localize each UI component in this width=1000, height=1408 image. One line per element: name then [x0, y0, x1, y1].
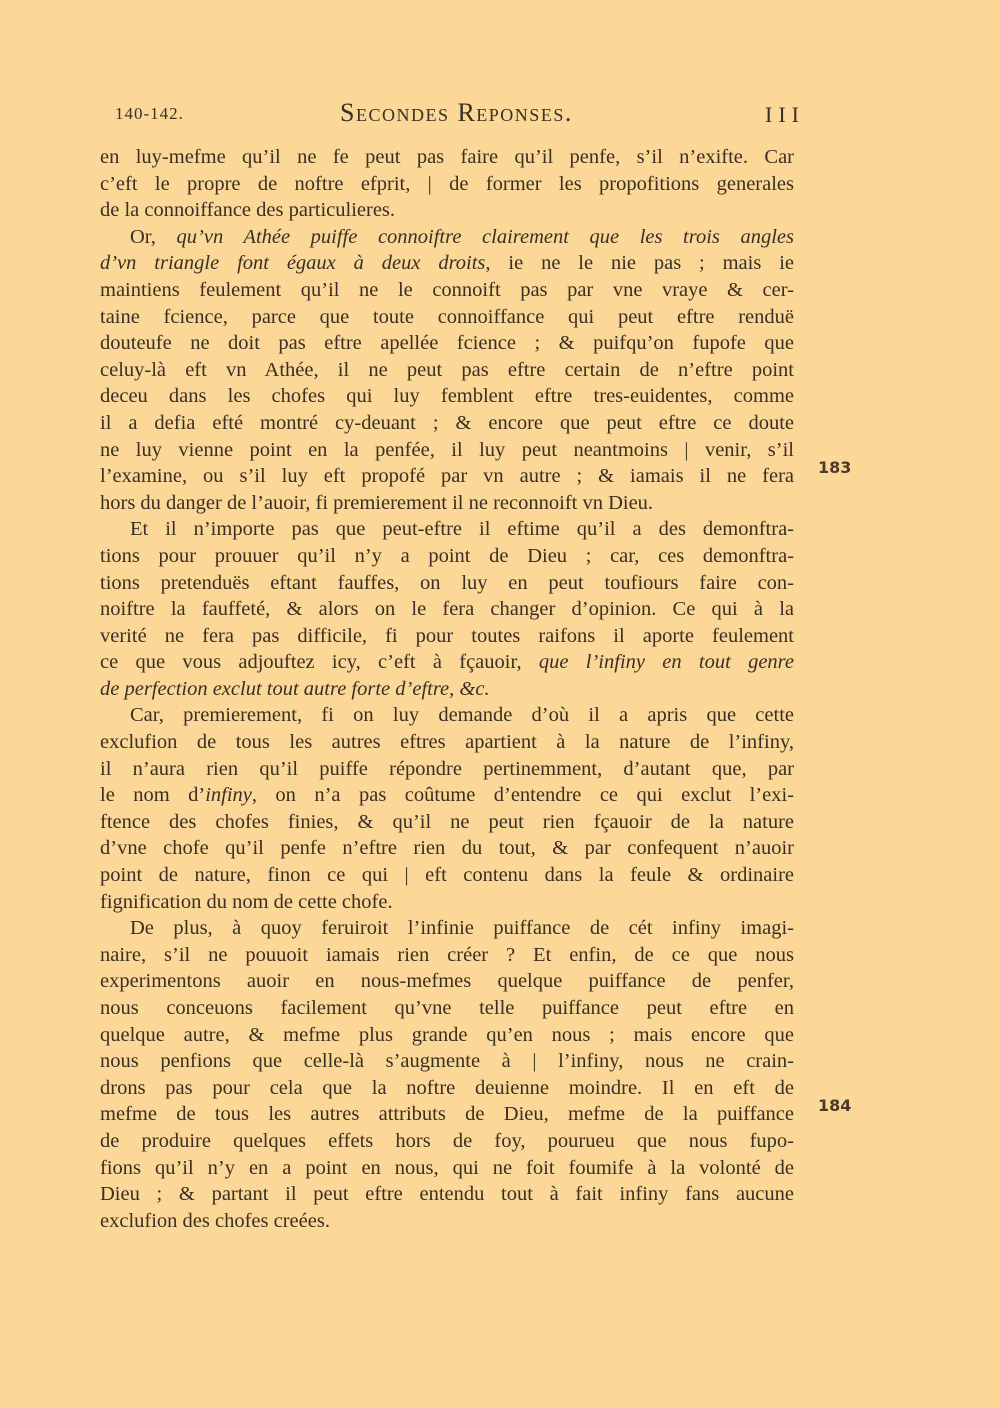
text-line: [100, 1208, 794, 1235]
page-header: [0, 98, 1000, 138]
text-line: [100, 410, 794, 437]
body-text: [100, 144, 794, 1234]
text-line: [100, 490, 794, 517]
text-line: [100, 809, 794, 836]
text-span: exclufion des chofes creées.: [100, 1209, 330, 1232]
text-line: [100, 516, 794, 543]
text-span: nous penfions que celle-là s’augmente à | l’infiny, nous ne crain-: [100, 1050, 794, 1073]
text-span: maintiens feulement qu’il ne le connoift pas par vne vraye & cer-: [100, 278, 794, 301]
text-line: [100, 889, 794, 916]
text-span: ie ne le nie pas ; mais ie: [490, 252, 794, 275]
text-span: exclufion de tous les autres eftres apartient à la nature de l’infiny,: [100, 731, 794, 754]
section-range: 140-142.: [115, 104, 184, 123]
text-span: experimentons auoir en nous-mefmes quelque puiffance de penfer,: [100, 970, 794, 993]
text-span: ne luy vienne point en la penfée, il luy peut neantmoins | venir, s’il: [100, 438, 794, 461]
text-line: [100, 1155, 794, 1182]
text-span: Car, premierement, fi on luy demande d’où il a apris que cette: [130, 704, 794, 727]
text-line: [100, 596, 794, 623]
text-span: noiftre la fauffeté, & alors on le fera changer d’opinion. Ce qui à la: [100, 598, 794, 621]
text-span: hors du danger de l’auoir, fi premierement il ne reconnoift vn Dieu.: [100, 491, 654, 514]
text-line: [100, 543, 794, 570]
text-line: [100, 277, 794, 304]
text-line: [100, 702, 794, 729]
text-span: quelque autre, & mefme plus grande qu’en nous ; mais encore que: [100, 1023, 794, 1046]
text-span: drons pas pour cela que la noftre deuienne moindre. Il en eft de: [100, 1076, 794, 1099]
text-line: [100, 570, 794, 597]
italic-span: de perfection exclut tout autre forte d’eftre, &c.: [100, 677, 490, 700]
text-span: point de nature, finon ce qui | eft contenu dans la feule & ordinaire: [100, 864, 794, 887]
text-line: [100, 304, 794, 331]
italic-span: qu’vn Athée puiffe connoiftre clairement que les trois angles: [176, 225, 795, 248]
text-span: fions qu’il n’y en a point en nous, qui ne foit foumife à la volonté de: [100, 1156, 794, 1179]
text-line: [100, 915, 794, 942]
margin-number: 184: [818, 1096, 852, 1115]
text-span: de la connoiffance des particulieres.: [100, 199, 396, 222]
text-line: [100, 676, 794, 703]
text-span: c’eft le propre de noftre efprit, | de former les propofitions generales: [100, 172, 794, 195]
italic-span: que l’infiny en tout genre: [538, 651, 795, 674]
text-span: naire, s’il ne pouuoit iamais rien créer ? Et enfin, de ce que nous: [100, 943, 794, 966]
running-title: Secondes Reponses.: [340, 98, 573, 127]
text-line: [100, 862, 794, 889]
text-span: il n’aura rien qu’il puiffe répondre pertinemment, d’autant que, par: [100, 757, 794, 780]
text-span: fignification du nom de cette chofe.: [100, 890, 393, 913]
text-span: taine fcience, parce que toute connoiffance qui peut eftre renduë: [100, 305, 794, 328]
text-span: celuy-là eft vn Athée, il ne peut pas eftre certain de n’eftre point: [100, 358, 794, 381]
text-span: il a defia efté montré cy-deuant ; & encore que peut eftre ce doute: [100, 411, 794, 434]
italic-span: infiny: [205, 784, 252, 807]
text-line: [100, 463, 794, 490]
italic-span: d’vn triangle font égaux à deux droits,: [100, 252, 491, 275]
text-span: en luy-mefme qu’il ne fe peut pas faire qu’il penfe, s’il n’exifte. Car: [100, 146, 794, 168]
text-line: [100, 649, 794, 676]
text-span: ftence des chofes finies, & qu’il ne peut rien fçauoir de la nature: [100, 810, 794, 833]
text-span: , on n’a pas coûtume d’entendre ce qui exclut l’exi-: [251, 784, 794, 807]
text-span: Or,: [130, 225, 177, 248]
text-span: deceu dans les chofes qui luy femblent eftre tres-euidentes, comme: [100, 385, 794, 408]
text-span: tions pour prouuer qu’il n’y a point de Dieu ; car, ces demonftra-: [100, 544, 794, 567]
text-line: [100, 357, 794, 384]
text-line: [100, 197, 794, 224]
text-line: [100, 383, 794, 410]
text-line: [100, 171, 794, 198]
text-span: de produire quelques effets hors de foy, pourueu que nous fupo-: [100, 1129, 794, 1152]
text-line: [100, 1048, 794, 1075]
text-line: [100, 250, 794, 277]
text-line: [100, 729, 794, 756]
text-span: mefme de tous les autres attributs de Dieu, mefme de la puiffance: [100, 1103, 794, 1126]
text-line: [100, 782, 794, 809]
text-line: [100, 1022, 794, 1049]
text-line: [100, 835, 794, 862]
text-line: [100, 1075, 794, 1102]
text-span: ce que vous adjouftez icy, c’eft à fçauoir,: [100, 651, 539, 674]
text-line: [100, 1181, 794, 1208]
margin-number: 183: [818, 458, 852, 477]
text-line: [100, 968, 794, 995]
text-span: tions pretenduës eftant fauffes, on luy en peut toufiours faire con-: [100, 571, 794, 594]
text-span: De plus, à quoy feruiroit l’infinie puiffance de cét infiny imagi-: [130, 917, 794, 940]
text-line: [100, 1101, 794, 1128]
text-span: Dieu ; & partant il peut eftre entendu tout à fait infiny fans aucune: [100, 1183, 794, 1206]
text-line: [100, 623, 794, 650]
text-span: nous conceuons facilement qu’vne telle puiffance peut eftre en: [100, 997, 794, 1019]
text-line: [100, 224, 794, 251]
text-line: [100, 330, 794, 357]
text-line: [100, 995, 794, 1022]
text-span: le nom d’: [100, 784, 206, 807]
text-line: [100, 1128, 794, 1155]
text-line: [100, 756, 794, 783]
text-line: [100, 942, 794, 969]
text-span: l’examine, ou s’il luy eft propofé par vn autre ; & iamais il ne fera: [100, 465, 794, 488]
text-span: Et il n’importe pas que peut-eftre il eftime qu’il a des demonftra-: [130, 518, 794, 541]
text-span: d’vne chofe qu’il penfe n’eftre rien du tout, & par confequent n’auoir: [100, 837, 794, 860]
text-line: [100, 437, 794, 464]
text-span: verité ne fera pas difficile, fi pour toutes raifons il aporte feulement: [100, 624, 794, 647]
page-number: III: [765, 102, 805, 127]
text-span: douteufe ne doit pas eftre apellée fcience ; & puifqu’on fupofe que: [100, 332, 794, 355]
text-line: [100, 144, 794, 171]
